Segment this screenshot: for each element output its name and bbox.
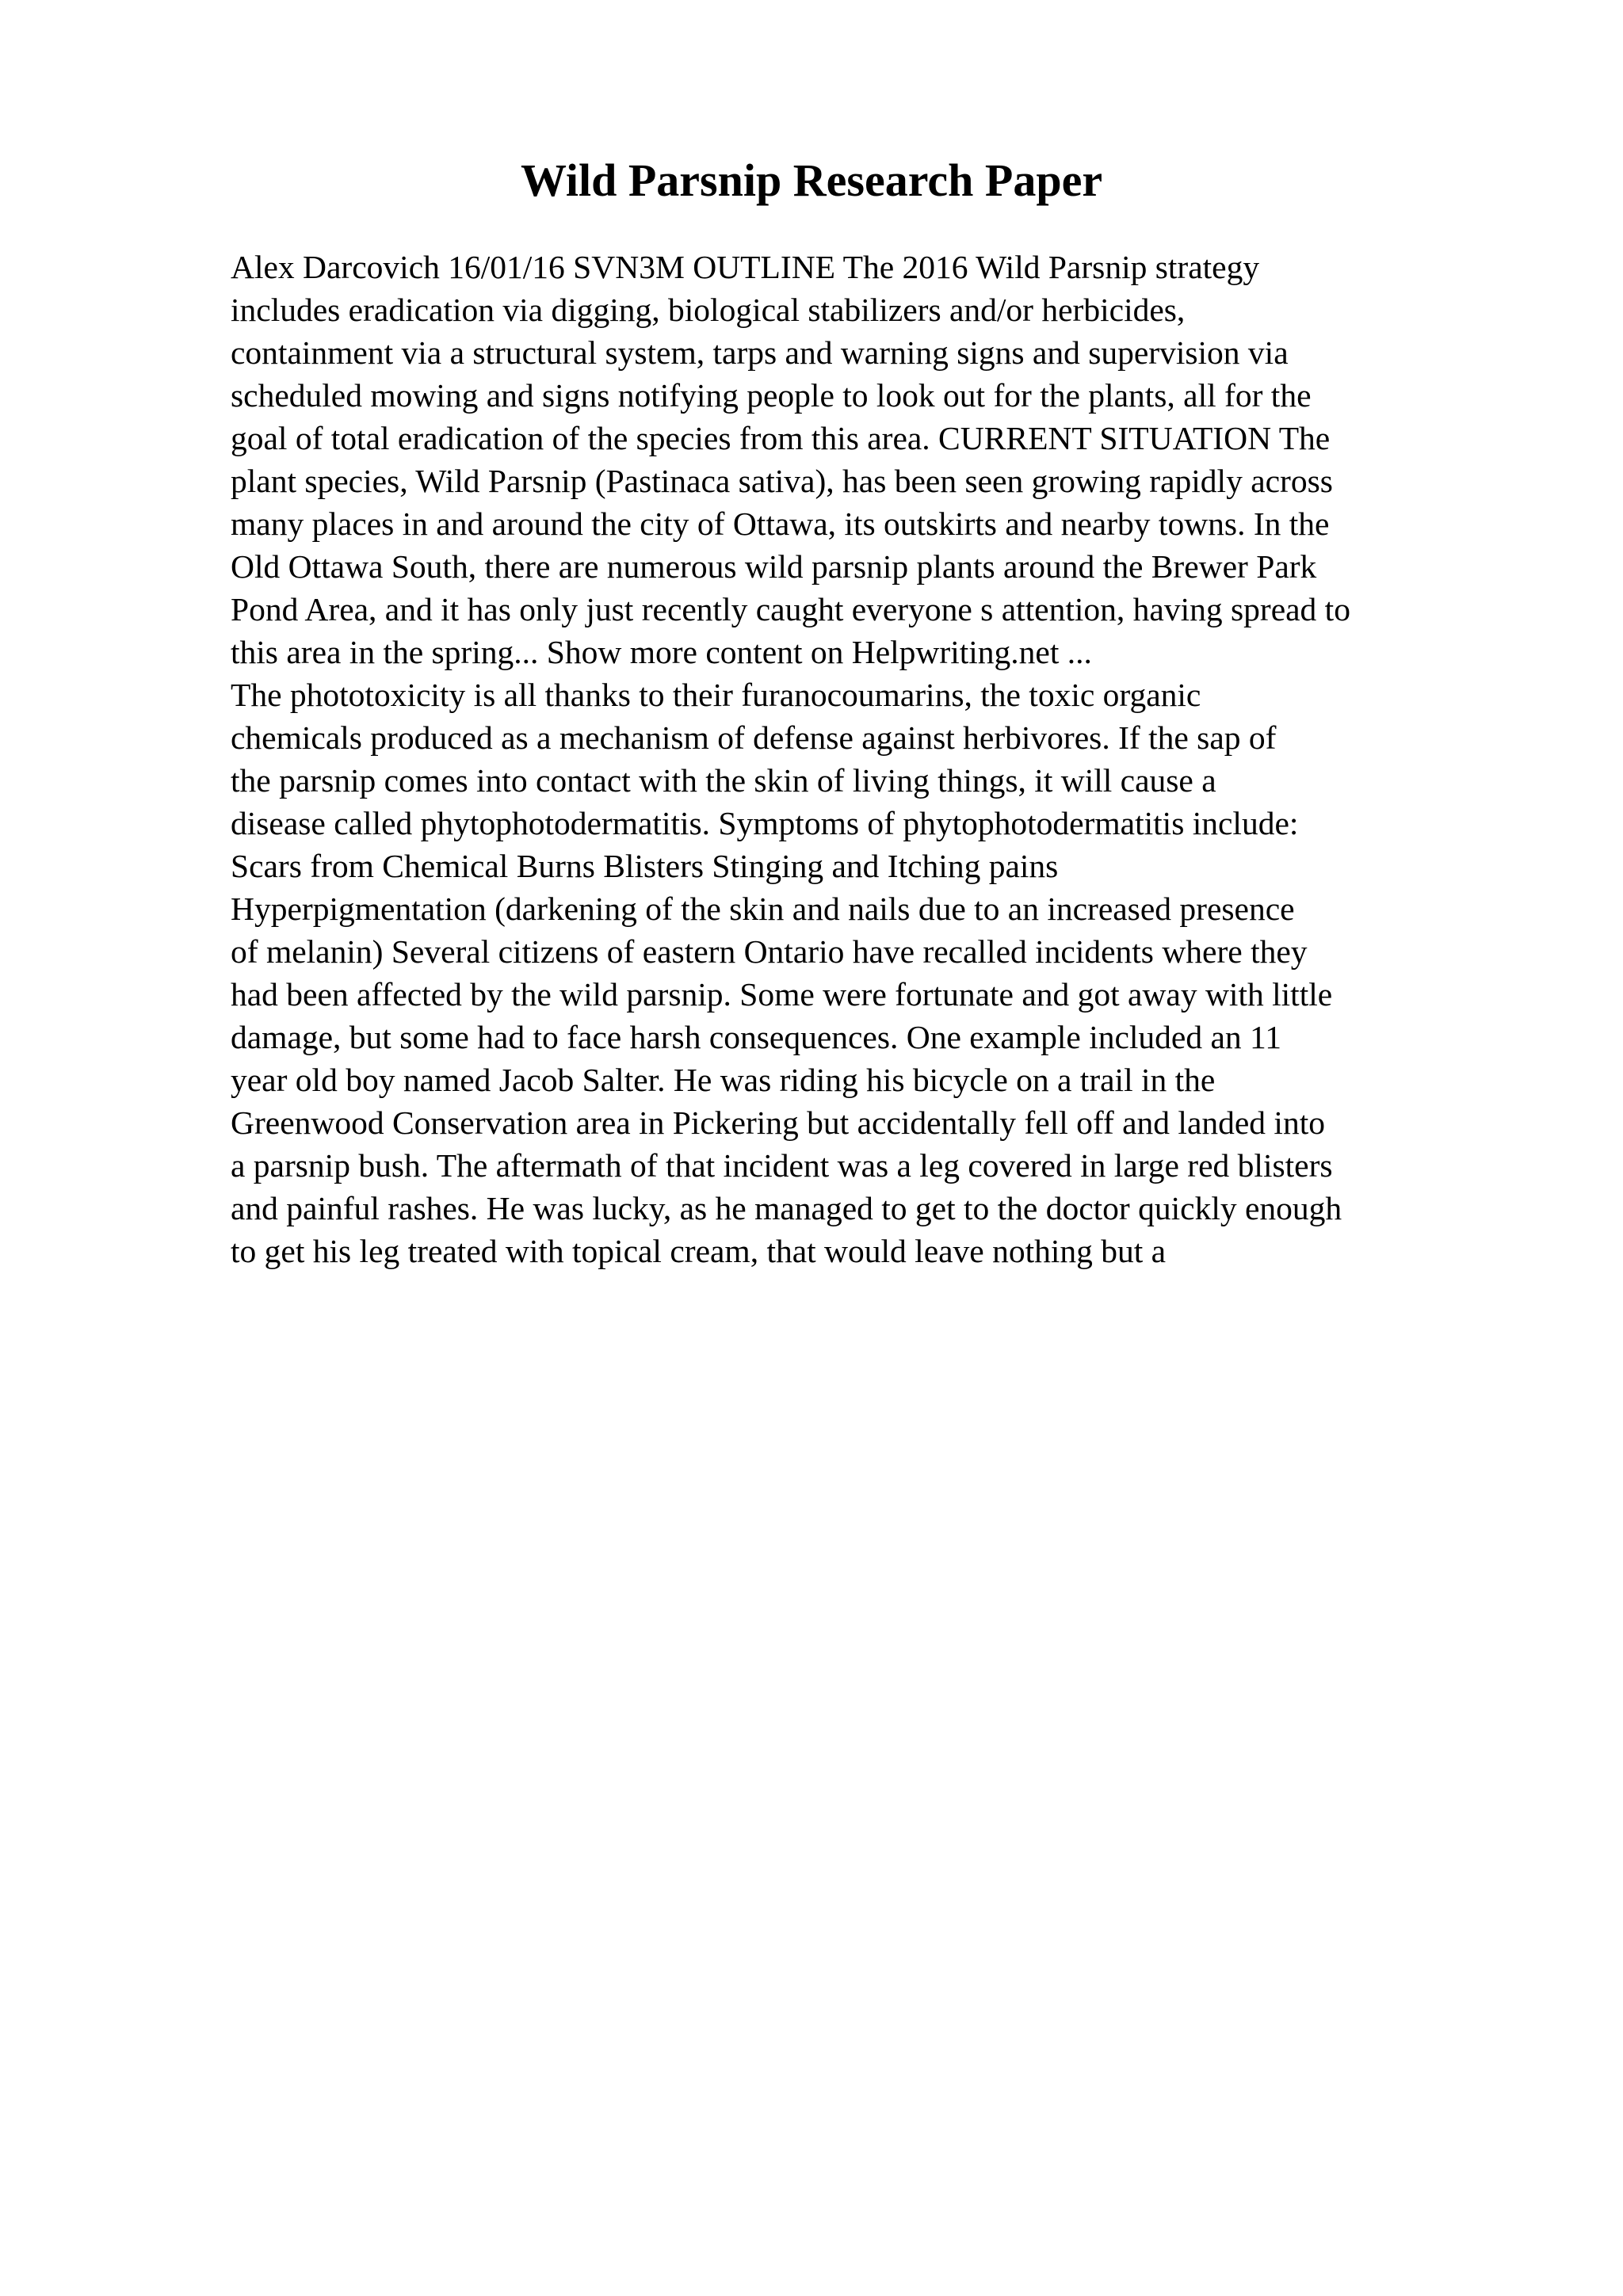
body-line-13: the parsnip comes into contact with the skin of living things, it will cause a	[231, 762, 1216, 799]
body-line-10: this area in the spring... Show more content on Helpwriting.net ...	[231, 634, 1092, 670]
body-line-19: damage, but some had to face harsh consequences. One example included an 11	[231, 1019, 1281, 1055]
body-line-4: scheduled mowing and signs notifying people to look out for the plants, all for the	[231, 377, 1312, 414]
document-title: Wild Parsnip Research Paper	[520, 154, 1103, 206]
document-body	[231, 246, 1578, 1272]
body-line-20: year old boy named Jacob Salter. He was riding his bicycle on a trail in the	[231, 1062, 1216, 1098]
body-line-21: Greenwood Conservation area in Pickering but accidentally fell off and landed into	[231, 1104, 1325, 1141]
body-line-5: goal of total eradication of the species from this area. CURRENT SITUATION The	[231, 420, 1331, 456]
body-line-8: Old Ottawa South, there are numerous wild parsnip plants around the Brewer Park	[231, 548, 1317, 585]
body-line-22: a parsnip bush. The aftermath of that incident was a leg covered in large red blisters	[231, 1147, 1333, 1184]
body-line-3: containment via a structural system, tarps and warning signs and supervision via	[231, 334, 1289, 371]
body-line-1: Alex Darcovich 16/01/16 SVN3M OUTLINE The 2016 Wild Parsnip strategy	[231, 249, 1260, 285]
body-line-14: disease called phytophotodermatitis. Symptoms of phytophotodermatitis include:	[231, 805, 1299, 841]
body-line-12: chemicals produced as a mechanism of defense against herbivores. If the sap of	[231, 719, 1277, 756]
body-line-16: Hyperpigmentation (darkening of the skin and nails due to an increased presence	[231, 891, 1295, 927]
body-line-11: The phototoxicity is all thanks to their furanocoumarins, the toxic organic	[231, 677, 1201, 713]
body-line-24: to get his leg treated with topical cream, that would leave nothing but a	[231, 1233, 1167, 1269]
body-line-2: includes eradication via digging, biological stabilizers and/or herbicides,	[231, 292, 1186, 328]
body-line-7: many places in and around the city of Ottawa, its outskirts and nearby towns. In the	[231, 505, 1330, 542]
body-line-17: of melanin) Several citizens of eastern Ontario have recalled incidents where they	[231, 933, 1308, 970]
body-line-15: Scars from Chemical Burns Blisters Stinging and Itching pains	[231, 848, 1059, 884]
body-line-23: and painful rashes. He was lucky, as he managed to get to the doctor quickly enough	[231, 1190, 1342, 1226]
body-line-9: Pond Area, and it has only just recently caught everyone s attention, having spread to	[231, 591, 1350, 627]
body-line-18: had been affected by the wild parsnip. Some were fortunate and got away with little	[231, 976, 1333, 1013]
body-line-6: plant species, Wild Parsnip (Pastinaca sativa), has been seen growing rapidly across	[231, 463, 1333, 499]
